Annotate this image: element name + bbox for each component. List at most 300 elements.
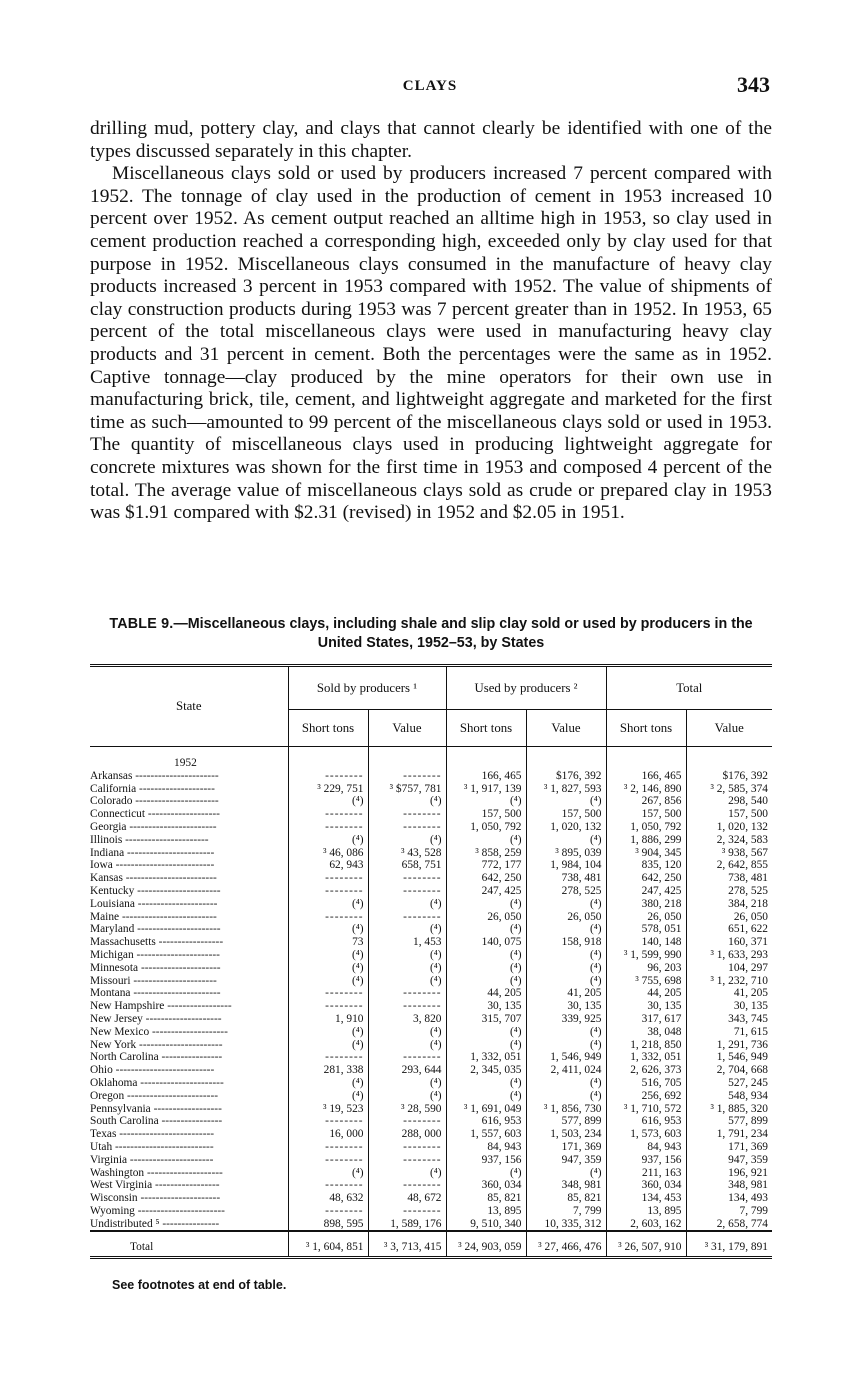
table-cell: 196, 921 [686,1167,772,1180]
table-cell: 2, 603, 162 [606,1218,686,1232]
total-sold-short-tons: ³ 1, 604, 851 [288,1231,368,1258]
year-row [90,747,772,770]
leader-dots: --------------------- [138,961,221,974]
table-cell: 1, 791, 234 [686,1128,772,1141]
table-row [90,1192,772,1205]
table-cell: (⁴) [526,1167,606,1180]
paragraph-miscellaneous-clays: Miscellaneous clays sold or used by producers increased 7 percent compared with 1952. The tonnage of clay used in the production of cement in 1953 increased 10 percent over 1952. As cement output reached an alltime high in 1953, so clay used in cement production reached a corresponding high, exceeded only by clay used for that purpose in 1952. Miscellaneous clays consumed in the manufacture of heavy clay products increased 3 percent in 1953 compared with 1952. The value of shipments of clay construction products during 1953 was 7 percent greater than in 1952. In 1953, 65 percent of the total miscellaneous clays were used in manufacturing heavy clay products and 31 percent in cement. Both the percentages were the same as in 1952. Captive tonnage—clay produced by the mine operators for their own use in manufacturing brick, tile, cement, and lightweight aggregate and marketed for the first time as such—amounted to 99 percent of the miscellaneous clays sold or used in 1953. The quantity of miscellaneous clays used in producing lightweight aggregate for concrete mixtures was shown for the first time in 1953 and composed 4 percent of the total. The average value of miscellaneous clays sold as crude or prepared clay in 1953 was $1.91 compared with $2.31 (revised) in 1952 and $2.05 in 1951. [90,163,772,524]
table-cell: 2, 658, 774 [686,1218,772,1232]
table-cell: 140, 148 [606,936,686,949]
table-cell: 642, 250 [446,872,526,885]
leader-dots: ---------------------- [122,833,209,846]
table-cell: ³ 895, 039 [526,847,606,860]
table-cell: $176, 392 [526,770,606,783]
table-cell: 278, 525 [526,885,606,898]
leader-dots: --------------------- [134,897,218,910]
table-cell: 13, 895 [446,1205,526,1218]
table-row [90,872,772,885]
table-cell: 384, 218 [686,898,772,911]
table-cell: 1, 453 [368,936,446,949]
table-cell: ³ 46, 086 [288,847,368,860]
state-name: New York ---------------------- [90,1038,223,1051]
table-cell: 13, 895 [606,1205,686,1218]
table-cell: ³ 19, 523 [288,1103,368,1116]
table-cell: 527, 245 [686,1077,772,1090]
table-cell: 578, 051 [606,923,686,936]
state-name: Iowa -------------------------- [90,859,215,872]
table-cell: 278, 525 [686,885,772,898]
table-cell: ³ 1, 633, 293 [686,949,772,962]
table-cell: (⁴) [526,962,606,975]
table-cell: (⁴) [288,923,368,936]
blank-dash-cell: -------- [288,1051,368,1064]
table-cell: 1, 589, 176 [368,1218,446,1232]
table-row [90,987,772,1000]
leader-dots: ----------------------- [126,820,217,833]
table-cell: (⁴) [288,834,368,847]
table-cell: ³ 1, 710, 572 [606,1103,686,1116]
table-cell: (⁴) [368,1026,446,1039]
blank-dash-cell: -------- [368,1115,446,1128]
table-body [90,747,772,1232]
state-name: Oklahoma ---------------------- [90,1076,224,1089]
table-row [90,1000,772,1013]
table-cell: (⁴) [288,1090,368,1103]
table-row [90,1154,772,1167]
blank-dash-cell: -------- [368,1179,446,1192]
leader-dots: ---------------- [158,1115,223,1128]
leader-dots: ----------------- [164,1000,232,1013]
table-row [90,808,772,821]
total-used-value: ³ 27, 466, 476 [526,1231,606,1258]
state-name: Wisconsin --------------------- [90,1192,221,1205]
leader-dots: -------------------------- [112,859,215,872]
blank-dash-cell: -------- [288,872,368,885]
table-cell: ³ 1, 827, 593 [526,783,606,796]
state-name: Massachusetts ----------------- [90,936,224,949]
blank-dash-cell: -------- [368,1000,446,1013]
table-cell: (⁴) [368,795,446,808]
state-name: Georgia ----------------------- [90,820,217,833]
blank-dash-cell: -------- [288,1154,368,1167]
used-value-header: Value [526,710,606,747]
table-cell: ³ 1, 856, 730 [526,1103,606,1116]
state-name: Connecticut ------------------- [90,808,220,821]
blank-dash-cell: -------- [368,770,446,783]
table-cell: (⁴) [368,949,446,962]
table-cell: 30, 135 [526,1000,606,1013]
state-name: South Carolina ---------------- [90,1115,223,1128]
state-name: Texas ------------------------- [90,1128,215,1141]
table-cell: 158, 918 [526,936,606,949]
table-cell: (⁴) [368,923,446,936]
table-cell: 380, 218 [606,898,686,911]
blank-dash-cell: -------- [368,911,446,924]
table-cell: 171, 369 [686,1141,772,1154]
table-cell: 1, 050, 792 [446,821,526,834]
state-name: New Hampshire ----------------- [90,1000,232,1013]
table-row [90,834,772,847]
table-cell: 9, 510, 340 [446,1218,526,1232]
leader-dots: ------------------------ [124,1089,219,1102]
table-cell: ³ 1, 691, 049 [446,1103,526,1116]
blank-dash-cell: -------- [368,1141,446,1154]
table-cell: 2, 411, 024 [526,1064,606,1077]
table-cell: 134, 493 [686,1192,772,1205]
leader-dots: ---------------------- [137,1076,224,1089]
table-row [90,1026,772,1039]
blank-dash-cell: -------- [288,1179,368,1192]
table-caption [90,615,772,653]
table-cell: (⁴) [288,949,368,962]
table-cell: 548, 934 [686,1090,772,1103]
table-cell: 642, 250 [606,872,686,885]
leader-dots: ---------------------- [130,974,217,987]
table-cell: 73 [288,936,368,949]
table-cell: (⁴) [446,1039,526,1052]
table-cell: 2, 642, 855 [686,859,772,872]
blank-dash-cell: -------- [288,770,368,783]
table-cell: 2, 626, 373 [606,1064,686,1077]
table-cell: 947, 359 [526,1154,606,1167]
table-cell: 140, 075 [446,936,526,949]
table-cell: (⁴) [368,1039,446,1052]
state-name: Michigan ---------------------- [90,948,220,961]
sold-value-header: Value [368,710,446,747]
table-cell: (⁴) [446,1077,526,1090]
table-row [90,847,772,860]
table-row [90,1090,772,1103]
table-cell: ³ 904, 345 [606,847,686,860]
table-row [90,1064,772,1077]
table-cell: 26, 050 [686,911,772,924]
table-cell: 288, 000 [368,1128,446,1141]
table-cell: (⁴) [288,1026,368,1039]
table-row [90,885,772,898]
table-cell: (⁴) [526,975,606,988]
table-cell: ³ 28, 590 [368,1103,446,1116]
table-cell: 157, 500 [606,808,686,821]
table-cell: ³ 1, 885, 320 [686,1103,772,1116]
table-row [90,1205,772,1218]
table-cell: (⁴) [446,834,526,847]
bottom-rule [90,1258,772,1262]
blank-dash-cell: -------- [288,1141,368,1154]
table-row [90,1115,772,1128]
table-cell: (⁴) [446,795,526,808]
leader-dots: ------------------------- [116,1128,215,1141]
table-cell: 96, 203 [606,962,686,975]
table-cell: (⁴) [446,975,526,988]
table-cell: 30, 135 [446,1000,526,1013]
table-cell: 898, 595 [288,1218,368,1232]
table-cell: (⁴) [526,949,606,962]
table-cell: 134, 453 [606,1192,686,1205]
table-row [90,770,772,783]
table-row [90,923,772,936]
table-cell: (⁴) [446,1026,526,1039]
table-cell: 293, 644 [368,1064,446,1077]
table-cell: 157, 500 [526,808,606,821]
sold-by-producers-header: Sold by producers ¹ [288,666,446,710]
table-cell: (⁴) [446,898,526,911]
leader-dots: ----------------------- [134,1204,225,1217]
total-row [90,1231,772,1258]
table-cell: 317, 617 [606,1013,686,1026]
table-cell: 26, 050 [606,911,686,924]
state-name: Washington -------------------- [90,1166,223,1179]
table-cell: 1, 557, 603 [446,1128,526,1141]
table-cell: (⁴) [526,1026,606,1039]
blank-dash-cell: -------- [288,1115,368,1128]
state-name: North Carolina ---------------- [90,1051,223,1064]
table-cell: 38, 048 [606,1026,686,1039]
state-name: Utah -------------------------- [90,1140,214,1153]
table-cell: 298, 540 [686,795,772,808]
table-cell: 738, 481 [686,872,772,885]
table-cell: ³ 1, 599, 990 [606,949,686,962]
table-cell: 1, 573, 603 [606,1128,686,1141]
table-cell: 16, 000 [288,1128,368,1141]
state-name: Illinois ---------------------- [90,833,209,846]
used-by-producers-header: Used by producers ² [446,666,606,710]
table-cell: 1, 020, 132 [686,821,772,834]
state-name: West Virginia ----------------- [90,1179,220,1192]
table-row [90,821,772,834]
table-cell: 577, 899 [686,1115,772,1128]
table-cell: 211, 163 [606,1167,686,1180]
blank-dash-cell: -------- [368,1154,446,1167]
leader-dots: ----------------- [155,936,224,949]
table-cell: 41, 205 [526,987,606,1000]
table-row [90,962,772,975]
running-head [90,72,770,102]
table-cell: 104, 297 [686,962,772,975]
table-cell: ³ 1, 232, 710 [686,975,772,988]
table-cell: 658, 751 [368,859,446,872]
table-cell: 160, 371 [686,936,772,949]
table-cell: ³ 2, 585, 374 [686,783,772,796]
state-name: Louisiana --------------------- [90,897,218,910]
state-name: Colorado ---------------------- [90,795,219,808]
blank-dash-cell: -------- [368,872,446,885]
table-cell: $176, 392 [686,770,772,783]
table-cell: ³ 755, 698 [606,975,686,988]
table-cell: 48, 632 [288,1192,368,1205]
table-row [90,975,772,988]
table-cell: (⁴) [288,1039,368,1052]
leader-dots: ----------------------- [130,987,221,1000]
table-cell: 30, 135 [686,1000,772,1013]
table-cell: (⁴) [288,962,368,975]
table-cell: 360, 034 [606,1179,686,1192]
table-cell: 44, 205 [606,987,686,1000]
table-cell: (⁴) [368,962,446,975]
table-cell: ³ 2, 146, 890 [606,783,686,796]
leader-dots: --------------- [159,1217,220,1230]
table-row [90,1103,772,1116]
table-cell: 1, 050, 792 [606,821,686,834]
leader-dots: ---------------------- [134,923,221,936]
table-cell: 2, 345, 035 [446,1064,526,1077]
table-row [90,795,772,808]
table-row [90,1013,772,1026]
table-cell: 157, 500 [686,808,772,821]
table-row [90,1039,772,1052]
footnote-reference: See footnotes at end of table. [112,1278,287,1292]
table-row [90,1218,772,1232]
paragraph-continued: drilling mud, pottery clay, and clays that cannot clearly be identified with one of the types discussed separately in this chapter. [90,118,772,162]
leader-dots: -------------------------- [112,1064,215,1077]
table-cell: (⁴) [288,1077,368,1090]
leader-dots: -------------------- [136,782,215,795]
state-name: New Jersey -------------------- [90,1012,222,1025]
table-cell: 62, 943 [288,859,368,872]
miscellaneous-clays-table [90,664,772,1261]
table-row [90,936,772,949]
table-cell: 7, 799 [526,1205,606,1218]
table-cell: (⁴) [288,975,368,988]
table-cell: (⁴) [288,795,368,808]
table-cell: ³ 43, 528 [368,847,446,860]
blank-dash-cell: -------- [368,808,446,821]
leader-dots: ---------------------- [134,884,221,897]
table-cell: 348, 981 [526,1179,606,1192]
table-cell: (⁴) [526,1039,606,1052]
table-cell: (⁴) [526,1090,606,1103]
table-cell: 315, 707 [446,1013,526,1026]
leader-dots: ---------------------- [133,948,220,961]
table-cell: ³ $757, 781 [368,783,446,796]
state-column-header: State [90,666,288,747]
blank-dash-cell: -------- [288,821,368,834]
total-header: Total [606,666,772,710]
table-cell: 516, 705 [606,1077,686,1090]
table-cell: (⁴) [446,1167,526,1180]
table-cell: (⁴) [368,1077,446,1090]
table-cell: 84, 943 [606,1141,686,1154]
blank-dash-cell: -------- [368,987,446,1000]
table-cell: 171, 369 [526,1141,606,1154]
table-cell: 1, 546, 949 [686,1051,772,1064]
leader-dots: ---------------------- [127,1153,214,1166]
table-cell: 348, 981 [686,1179,772,1192]
table-row [90,1141,772,1154]
state-name: Montana ----------------------- [90,987,221,1000]
table-cell: 339, 925 [526,1013,606,1026]
blank-dash-cell: -------- [368,1051,446,1064]
table-cell: 85, 821 [526,1192,606,1205]
total-total-value: ³ 31, 179, 891 [686,1231,772,1258]
state-name: Kansas ------------------------ [90,872,217,885]
table-cell: 360, 034 [446,1179,526,1192]
blank-dash-cell: -------- [368,1205,446,1218]
leader-dots: -------------------- [149,1025,228,1038]
table-cell: 48, 672 [368,1192,446,1205]
table-cell: 772, 177 [446,859,526,872]
table-cell: 44, 205 [446,987,526,1000]
table-cell: (⁴) [526,923,606,936]
table-cell: 85, 821 [446,1192,526,1205]
table-row [90,859,772,872]
table-title: —Miscellaneous clays, including shale and slip clay sold or used by producers in the United States, 1952–53, by States [173,616,753,651]
table-cell: 1, 546, 949 [526,1051,606,1064]
table-cell: 26, 050 [526,911,606,924]
blank-dash-cell: -------- [368,885,446,898]
table-cell: (⁴) [526,898,606,911]
table-cell: 947, 359 [686,1154,772,1167]
table-row [90,949,772,962]
blank-dash-cell: -------- [288,808,368,821]
table-cell: ³ 938, 567 [686,847,772,860]
leader-dots: -------------------- [142,1012,222,1025]
table-row [90,1128,772,1141]
table-cell: 343, 745 [686,1013,772,1026]
table-cell: 157, 500 [446,808,526,821]
total-value-header: Value [686,710,772,747]
year-label: 1952 [174,757,197,769]
table-cell: 26, 050 [446,911,526,924]
table-cell: 166, 465 [446,770,526,783]
table-cell: 1, 984, 104 [526,859,606,872]
table-cell: 7, 799 [686,1205,772,1218]
table-cell: 71, 615 [686,1026,772,1039]
table-cell: (⁴) [368,898,446,911]
table-row [90,1077,772,1090]
state-name: Undistributed ⁵ --------------- [90,1217,220,1230]
leader-dots: ---------------------- [132,769,219,782]
table-cell: 2, 704, 668 [686,1064,772,1077]
table-cell: 937, 156 [606,1154,686,1167]
table-cell: 256, 692 [606,1090,686,1103]
blank-dash-cell: -------- [288,885,368,898]
total-label: Total [90,1231,288,1258]
leader-dots: -------------------------- [112,1140,214,1153]
table-cell: 1, 886, 299 [606,834,686,847]
table-row [90,783,772,796]
table-cell: (⁴) [368,975,446,988]
state-name: Minnesota --------------------- [90,961,221,974]
table-cell: (⁴) [288,1167,368,1180]
leader-dots: ----------------- [152,1179,220,1192]
table-row [90,1167,772,1180]
state-name: Wyoming ----------------------- [90,1204,225,1217]
table-cell: 616, 953 [446,1115,526,1128]
table-cell: (⁴) [446,962,526,975]
state-name: Kentucky ---------------------- [90,884,221,897]
page-number: 343 [737,72,770,97]
total-total-short-tons: ³ 26, 507, 910 [606,1231,686,1258]
leader-dots: ----------------------- [124,846,215,859]
state-name: California -------------------- [90,782,215,795]
leader-dots: ---------------------- [136,1038,223,1051]
state-name: Virginia ---------------------- [90,1153,214,1166]
leader-dots: -------------------- [144,1166,223,1179]
table-cell: 835, 120 [606,859,686,872]
table-cell: 281, 338 [288,1064,368,1077]
state-name: Pennsylvania ------------------ [90,1102,222,1115]
leader-dots: ------------------- [145,808,220,821]
table-cell: 1, 503, 234 [526,1128,606,1141]
table-cell: ³ 1, 917, 139 [446,783,526,796]
table-cell: (⁴) [446,923,526,936]
table-cell: (⁴) [368,1167,446,1180]
sold-short-tons-header: Short tons [288,710,368,747]
chapter-title: CLAYS [402,78,458,94]
blank-dash-cell: -------- [288,987,368,1000]
table-cell: 1, 291, 736 [686,1039,772,1052]
table-cell: 1, 020, 132 [526,821,606,834]
